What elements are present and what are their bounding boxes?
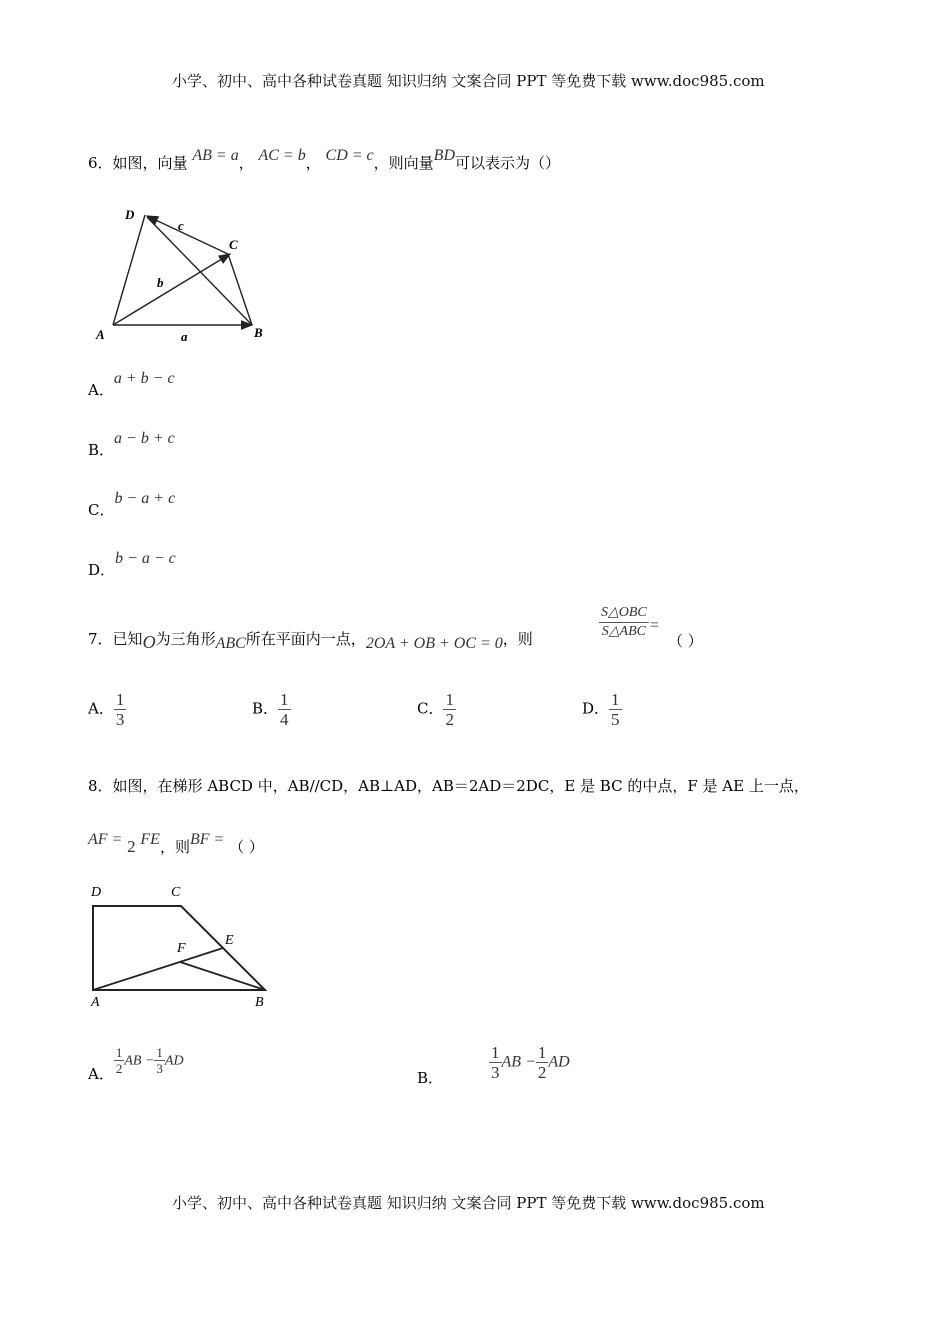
option-label: C． xyxy=(417,699,444,718)
option-6d[interactable] xyxy=(88,547,176,579)
answer-paren: （ ） xyxy=(229,838,264,856)
ratio-numerator: S△OBC xyxy=(601,605,647,620)
vector-c-arrow xyxy=(147,216,228,254)
math-vector-cd: CD = c xyxy=(325,147,374,164)
option-label: D． xyxy=(582,699,610,718)
ratio-denominator: S△ABC xyxy=(599,622,649,641)
math-vector-ab: AB = a xyxy=(192,147,239,164)
math-bf: BF = xyxy=(189,831,225,848)
stem-text: 所在平面内一点， xyxy=(245,630,366,648)
equals-sign: = xyxy=(650,617,660,634)
option-expr: b − a + c xyxy=(114,490,176,507)
label-b: B xyxy=(255,995,264,1010)
math-af: AF = xyxy=(88,831,123,848)
label-f: F xyxy=(177,941,186,956)
frac-num: 1 xyxy=(537,1043,547,1062)
math-fe: FE xyxy=(140,831,160,848)
option-term: AD xyxy=(164,1053,184,1069)
math-o: O xyxy=(142,632,156,652)
option-6c[interactable] xyxy=(88,487,176,519)
option-term: AB − xyxy=(124,1053,155,1069)
option-expr: b − a − c xyxy=(115,550,176,567)
area-ratio-fraction xyxy=(599,604,649,641)
stem-text: 如图，向量 xyxy=(112,154,188,172)
stem-text: ，则 xyxy=(159,838,190,856)
frac-num: 1 xyxy=(280,690,289,709)
edge-bd xyxy=(147,217,252,325)
frac-num: 1 xyxy=(115,690,125,709)
option-6b[interactable] xyxy=(88,427,175,459)
option-7b[interactable] xyxy=(252,690,291,729)
option-8b[interactable] xyxy=(417,1043,570,1087)
figure-quadrilateral xyxy=(90,200,290,350)
question-number: 7． xyxy=(88,630,113,648)
math-vector-bd: BD xyxy=(433,147,455,164)
frac-den: 5 xyxy=(611,710,620,729)
label-d: D xyxy=(91,885,102,900)
option-expr: a + b − c xyxy=(113,370,175,387)
label-vector-a: a xyxy=(181,329,188,344)
frac-num: 1 xyxy=(445,690,454,709)
label-d: D xyxy=(125,207,135,222)
option-term: AB − xyxy=(501,1053,536,1071)
stem-sep: ， xyxy=(305,154,321,172)
label-c: C xyxy=(229,237,238,252)
label-a: A xyxy=(96,327,105,342)
frac-num: 1 xyxy=(611,690,620,709)
question-7-stem xyxy=(88,628,533,652)
stem-text: 可以表示为（） xyxy=(455,154,561,172)
edge-cb xyxy=(228,254,252,325)
math-vector-equation: 2OA + OB + OC = 0 xyxy=(365,635,503,652)
option-7d[interactable] xyxy=(582,690,622,729)
option-label: D． xyxy=(88,561,116,579)
frac-den: 3 xyxy=(115,710,125,729)
option-term: AD xyxy=(548,1053,570,1071)
label-e: E xyxy=(225,933,234,948)
question-8-stem xyxy=(88,775,809,796)
frac-num: 1 xyxy=(491,1043,500,1062)
option-label: B． xyxy=(252,699,279,718)
answer-paren: （ ） xyxy=(668,632,703,650)
math-two: 2 xyxy=(127,837,136,856)
label-b: B xyxy=(254,325,263,340)
page-footer: 小学、初中、高中各种试卷真题 知识归纳 文案合同 PPT 等免费下载 www.doc985.com xyxy=(172,1194,765,1212)
math-vector-ac: AC = b xyxy=(258,147,306,164)
option-label: B． xyxy=(417,1068,444,1087)
frac-den: 2 xyxy=(115,1061,123,1076)
option-7a[interactable] xyxy=(88,690,126,729)
stem-sep: ， xyxy=(238,154,254,172)
label-c: C xyxy=(171,885,181,900)
frac-den: 2 xyxy=(445,710,454,729)
figure-trapezoid xyxy=(85,880,285,1012)
option-label: A． xyxy=(88,381,114,399)
stem-text: 已知 xyxy=(112,630,143,648)
frac-num: 1 xyxy=(115,1045,123,1060)
option-8a[interactable] xyxy=(88,1045,184,1083)
question-6-stem xyxy=(88,147,561,173)
frac-den: 2 xyxy=(537,1063,547,1082)
option-label: B． xyxy=(88,441,115,459)
stem-text: 如图，在梯形 ABCD 中，AB//CD，AB⊥AD，AB＝2AD＝2DC，E 是 BC 的中点，F 是 AE 上一点， xyxy=(112,777,809,795)
math-abc: ABC xyxy=(215,635,246,652)
stem-text: ，则向量 xyxy=(373,154,434,172)
option-label: A． xyxy=(88,1064,114,1083)
option-6a[interactable] xyxy=(88,367,175,399)
option-7c[interactable] xyxy=(417,690,456,729)
option-label: A． xyxy=(88,699,114,718)
page-header: 小学、初中、高中各种试卷真题 知识归纳 文案合同 PPT 等免费下载 www.doc985.com xyxy=(172,72,765,90)
label-a: A xyxy=(91,995,100,1010)
stem-text: 为三角形 xyxy=(155,630,216,648)
question-number: 6． xyxy=(88,154,113,172)
question-number: 8． xyxy=(88,777,113,795)
option-label: C． xyxy=(88,501,115,519)
frac-den: 3 xyxy=(156,1061,163,1076)
label-vector-b: b xyxy=(157,275,164,290)
question-8-line2 xyxy=(88,828,264,856)
label-vector-c: c xyxy=(178,218,184,233)
stem-text: ，则 xyxy=(502,630,533,648)
frac-den: 4 xyxy=(280,710,289,729)
frac-den: 3 xyxy=(491,1063,500,1082)
frac-num: 1 xyxy=(156,1045,163,1060)
option-expr: a − b + c xyxy=(114,430,175,447)
